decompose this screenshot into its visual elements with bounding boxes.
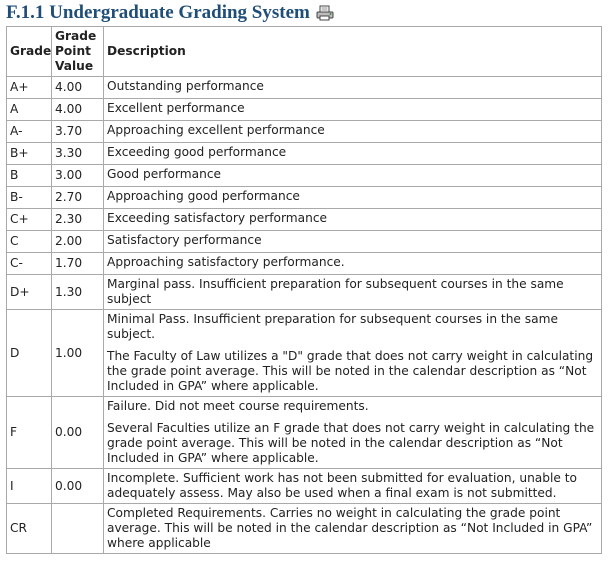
description-paragraph: The Faculty of Law utilizes a "D" grade that does not carry weight in calculating the grade point average. This will be noted in the calendar description as “Not Included in GPA” where applicable. [107, 349, 594, 393]
header-grade-point-value: Grade Point Value [52, 27, 104, 77]
grade-cell: CR [7, 504, 52, 554]
page-title-text: F.1.1 Undergraduate Grading System [6, 2, 310, 23]
description-cell [104, 77, 602, 99]
header-description: Description [104, 27, 602, 77]
grade-point-cell: 2.30 [52, 209, 104, 231]
description-paragraph: Completed Requirements. Carries no weight in calculating the grade point average. This will be noted in the calendar description as “Not Included in GPA” where applicable [107, 506, 593, 550]
table-row [7, 187, 602, 209]
page-title [6, 2, 605, 24]
grade-point-cell: 3.30 [52, 143, 104, 165]
grade-point-cell: 4.00 [52, 99, 104, 121]
grade-cell: B+ [7, 143, 52, 165]
description-cell [104, 121, 602, 143]
description-paragraph: Outstanding performance [107, 79, 264, 93]
header-grade: Grade [7, 27, 52, 77]
grade-cell: A+ [7, 77, 52, 99]
description-paragraph: Approaching excellent performance [107, 123, 325, 137]
grade-cell: A- [7, 121, 52, 143]
description-paragraph: Excellent performance [107, 101, 245, 115]
description-paragraph: Exceeding good performance [107, 145, 287, 159]
grade-cell: D+ [7, 275, 52, 310]
grade-cell: C [7, 231, 52, 253]
grade-point-cell: 4.00 [52, 77, 104, 99]
grade-point-cell: 1.30 [52, 275, 104, 310]
table-row [7, 209, 602, 231]
grade-cell: C- [7, 253, 52, 275]
grade-cell: C+ [7, 209, 52, 231]
grade-point-cell: 0.00 [52, 469, 104, 504]
table-row [7, 253, 602, 275]
description-paragraph: Exceeding satisfactory performance [107, 211, 328, 225]
grade-cell: D [7, 310, 52, 397]
table-header-row [7, 27, 602, 77]
table-row [7, 504, 602, 554]
description-paragraph: Failure. Did not meet course requirements. [107, 399, 369, 413]
grade-cell: B [7, 165, 52, 187]
description-paragraph: Approaching good performance [107, 189, 300, 203]
description-cell [104, 275, 602, 310]
table-row [7, 397, 602, 469]
table-row [7, 99, 602, 121]
description-cell [104, 504, 602, 554]
grade-point-cell: 1.00 [52, 310, 104, 397]
table-row [7, 310, 602, 397]
description-cell [104, 310, 602, 397]
description-cell [104, 209, 602, 231]
description-paragraph: Minimal Pass. Insufficient preparation for subsequent courses in the same subject. [107, 312, 558, 341]
grade-point-cell [52, 504, 104, 554]
grade-cell: F [7, 397, 52, 469]
grade-point-cell: 2.00 [52, 231, 104, 253]
table-row [7, 121, 602, 143]
grade-point-cell: 1.70 [52, 253, 104, 275]
grade-cell: I [7, 469, 52, 504]
description-paragraph: Good performance [107, 167, 222, 181]
table-row [7, 275, 602, 310]
description-cell [104, 165, 602, 187]
grade-cell: A [7, 99, 52, 121]
table-row [7, 165, 602, 187]
grade-point-cell: 3.00 [52, 165, 104, 187]
description-cell [104, 99, 602, 121]
grade-point-cell: 3.70 [52, 121, 104, 143]
description-paragraph: Approaching satisfactory performance. [107, 255, 345, 269]
table-row [7, 231, 602, 253]
table-row [7, 77, 602, 99]
printer-icon[interactable] [316, 5, 334, 21]
grade-point-cell: 2.70 [52, 187, 104, 209]
description-paragraph: Incomplete. Sufficient work has not been submitted for evaluation, unable to adequately assess. May also be used when a final exam is not submitted. [107, 471, 578, 500]
description-cell [104, 187, 602, 209]
description-paragraph: Satisfactory performance [107, 233, 262, 247]
table-row [7, 143, 602, 165]
table-body [7, 77, 602, 554]
description-cell [104, 143, 602, 165]
description-paragraph: Several Faculties utilize an F grade that does not carry weight in calculating the grade point average. This will be noted in the calendar description as “Not Included in GPA” where applicable. [107, 421, 595, 465]
description-paragraph: Marginal pass. Insufficient preparation for subsequent courses in the same subject [107, 277, 564, 306]
grade-cell: B- [7, 187, 52, 209]
description-cell [104, 253, 602, 275]
description-cell [104, 469, 602, 504]
grading-table [6, 26, 602, 554]
grade-point-cell: 0.00 [52, 397, 104, 469]
table-row [7, 469, 602, 504]
description-cell [104, 397, 602, 469]
description-cell [104, 231, 602, 253]
